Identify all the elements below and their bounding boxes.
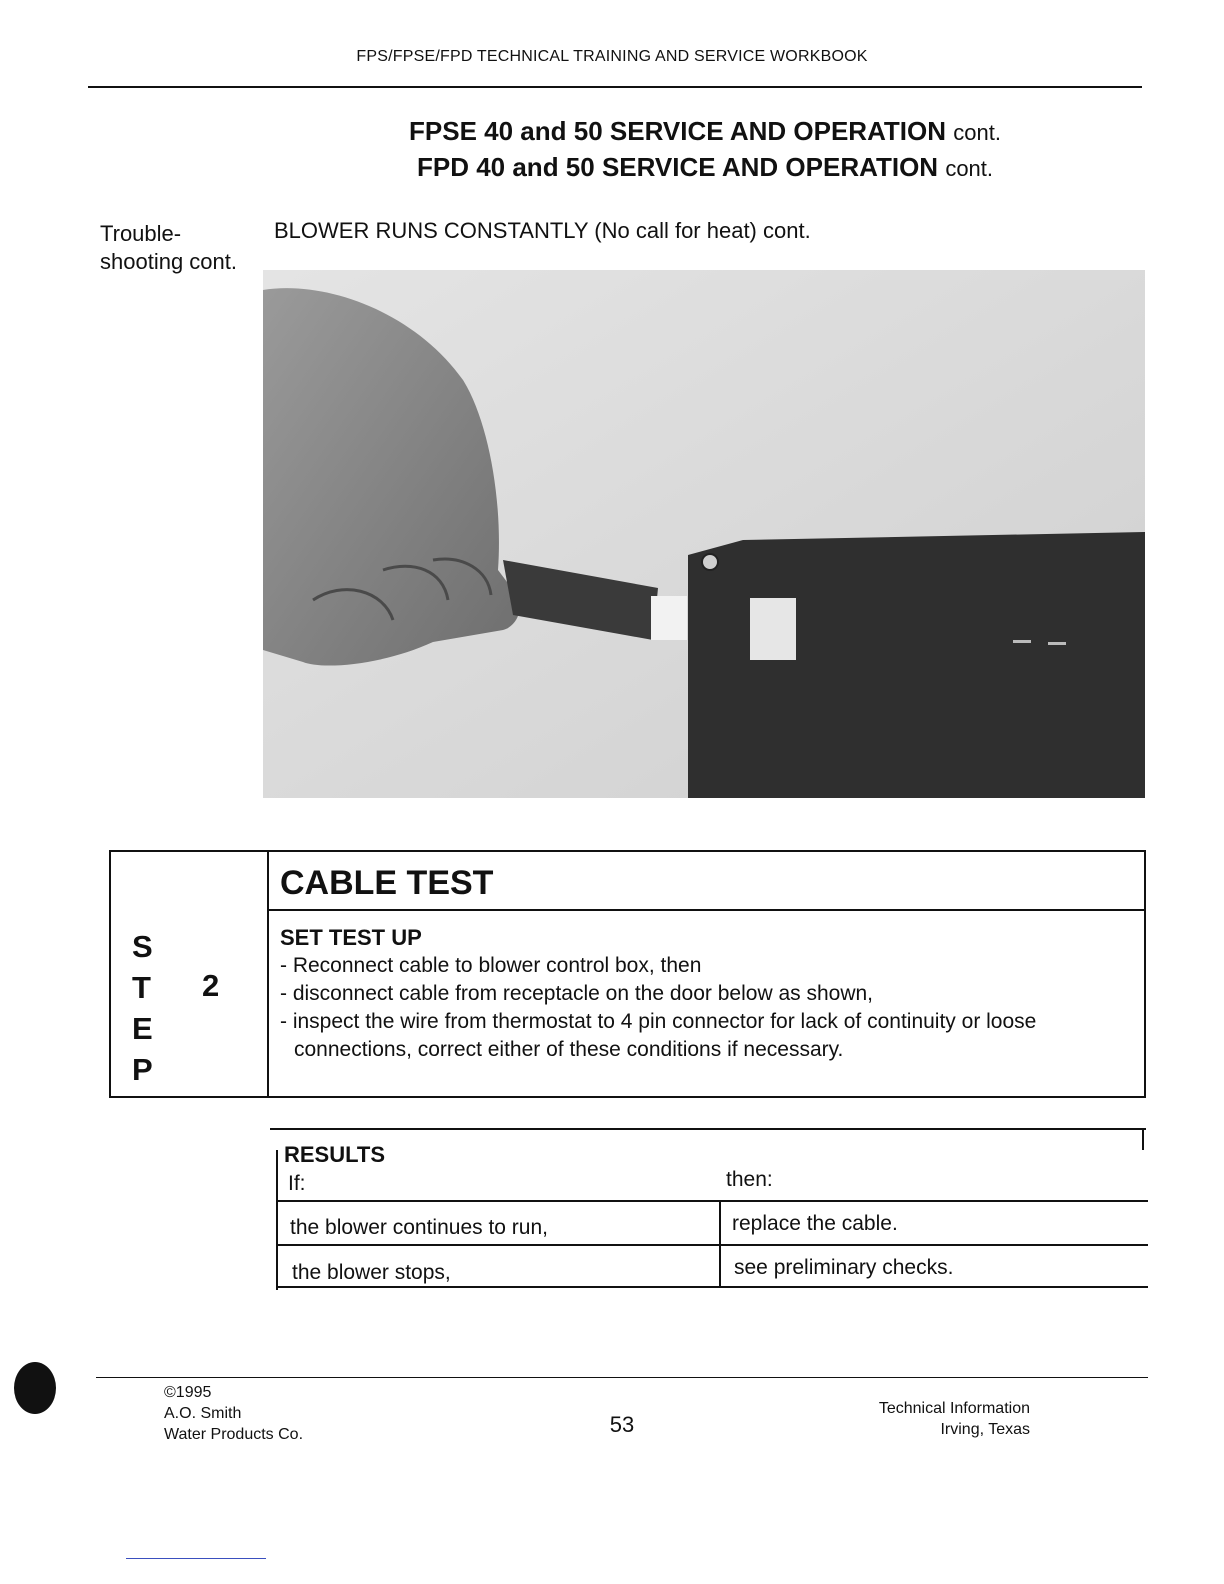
- cable-disconnect-photo: [263, 270, 1145, 798]
- side-label-line1: Trouble-: [100, 221, 182, 246]
- footer-rule: [96, 1377, 1148, 1378]
- results-then-header: then:: [726, 1168, 773, 1191]
- results-left-rule: [276, 1150, 278, 1290]
- control-box-mark: [1013, 640, 1031, 643]
- section-heading: BLOWER RUNS CONSTANTLY (No call for heat) cont.: [274, 218, 811, 243]
- results-row-rule: [276, 1244, 1148, 1246]
- results-row1-then: replace the cable.: [732, 1212, 898, 1235]
- header-rule: [88, 86, 1142, 88]
- title-line-fpd: [180, 150, 1224, 186]
- results-row1-if: the blower continues to run,: [290, 1216, 548, 1239]
- punch-hole: [14, 1362, 56, 1414]
- page-title: [180, 114, 1224, 186]
- footer-company-line1: A.O. Smith: [164, 1405, 242, 1422]
- step-letters: [132, 926, 153, 1090]
- step-number: 2: [202, 968, 220, 1003]
- footer-info-block: [830, 1398, 1030, 1440]
- step-letter: E: [132, 1011, 153, 1046]
- footer-company-line2: Water Products Co.: [164, 1426, 304, 1443]
- control-box-screw: [702, 554, 718, 570]
- results-title: RESULTS: [284, 1142, 386, 1167]
- title-fpd-suffix: cont.: [945, 156, 994, 181]
- page-number: 53: [609, 1412, 635, 1437]
- title-fpd-text: FPD 40 and 50 SERVICE AND OPERATION: [416, 152, 939, 182]
- title-line-fpse: [180, 114, 1224, 150]
- footer-info-line1: Technical Information: [878, 1400, 1030, 1417]
- results-if-header: If:: [288, 1172, 306, 1195]
- footer-info-line2: Irving, Texas: [940, 1421, 1030, 1438]
- setup-line: - disconnect cable from receptacle on the door below as shown,: [280, 982, 873, 1005]
- running-header: FPS/FPSE/FPD TECHNICAL TRAINING AND SERVICE WORKBOOK: [356, 48, 868, 65]
- results-bottom-rule: [276, 1286, 1148, 1288]
- footer-copyright: ©1995: [164, 1384, 212, 1401]
- results-right-tick: [1142, 1128, 1144, 1150]
- cable-connector: [651, 596, 687, 640]
- step-letter: T: [132, 970, 151, 1005]
- title-fpse-suffix: cont.: [953, 120, 1001, 145]
- side-label-line2: shooting cont.: [100, 249, 237, 274]
- bottom-underline: [126, 1558, 266, 1559]
- setup-title: SET TEST UP: [280, 925, 422, 950]
- setup-line: connections, correct either of these conditions if necessary.: [294, 1038, 844, 1061]
- setup-instructions: [280, 952, 1036, 1064]
- step-letter: S: [132, 929, 153, 964]
- results-row2-then: see preliminary checks.: [734, 1256, 954, 1279]
- step-letter: P: [132, 1052, 153, 1087]
- control-box-receptacle: [750, 598, 796, 660]
- setup-line: - inspect the wire from thermostat to 4 pin connector for lack of continuity or loose: [280, 1010, 1037, 1033]
- results-header-rule: [276, 1200, 1148, 1202]
- side-label: [100, 220, 237, 276]
- results-column-divider: [719, 1200, 721, 1288]
- results-top-rule: [270, 1128, 1146, 1130]
- step-title: CABLE TEST: [280, 864, 494, 902]
- step-title-rule: [269, 909, 1146, 911]
- control-box: [688, 532, 1145, 798]
- setup-line: - Reconnect cable to blower control box, then: [280, 954, 702, 977]
- results-row2-if: the blower stops,: [292, 1261, 451, 1284]
- title-fpse-text: FPSE 40 and 50 SERVICE AND OPERATION: [409, 116, 947, 146]
- control-box-mark: [1048, 642, 1066, 645]
